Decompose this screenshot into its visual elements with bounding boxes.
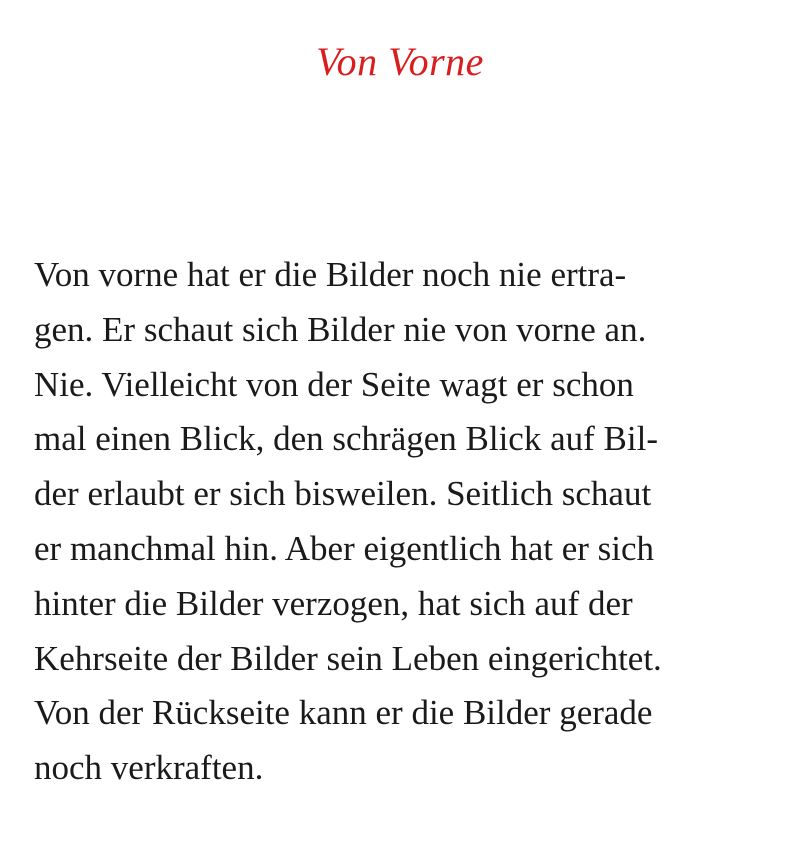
paragraph-line: hinter die Bilder verzogen, hat sich auf der (34, 583, 633, 623)
page-title: Von Vorne (316, 39, 484, 84)
body-paragraph (34, 248, 774, 796)
paragraph-line: Nie. Vielleicht von der Seite wagt er schon (34, 364, 634, 404)
paragraph-line: Von der Rückseite kann er die Bilder gerade (34, 693, 653, 733)
paragraph-line: mal einen Blick, den schrägen Blick auf Bil- (34, 419, 658, 459)
paragraph-line: Kehrseite der Bilder sein Leben eingerichtet. (34, 638, 662, 678)
paragraph-line: noch verkraften. (34, 748, 264, 788)
paragraph-line: er manchmal hin. Aber eigentlich hat er sich (34, 528, 655, 568)
paragraph-line: der erlaubt er sich bisweilen. Seitlich schaut (34, 474, 652, 514)
paragraph-line: Von vorne hat er die Bilder noch nie ertra- (34, 255, 627, 294)
paragraph-line: gen. Er schaut sich Bilder nie von vorne an. (34, 309, 647, 349)
